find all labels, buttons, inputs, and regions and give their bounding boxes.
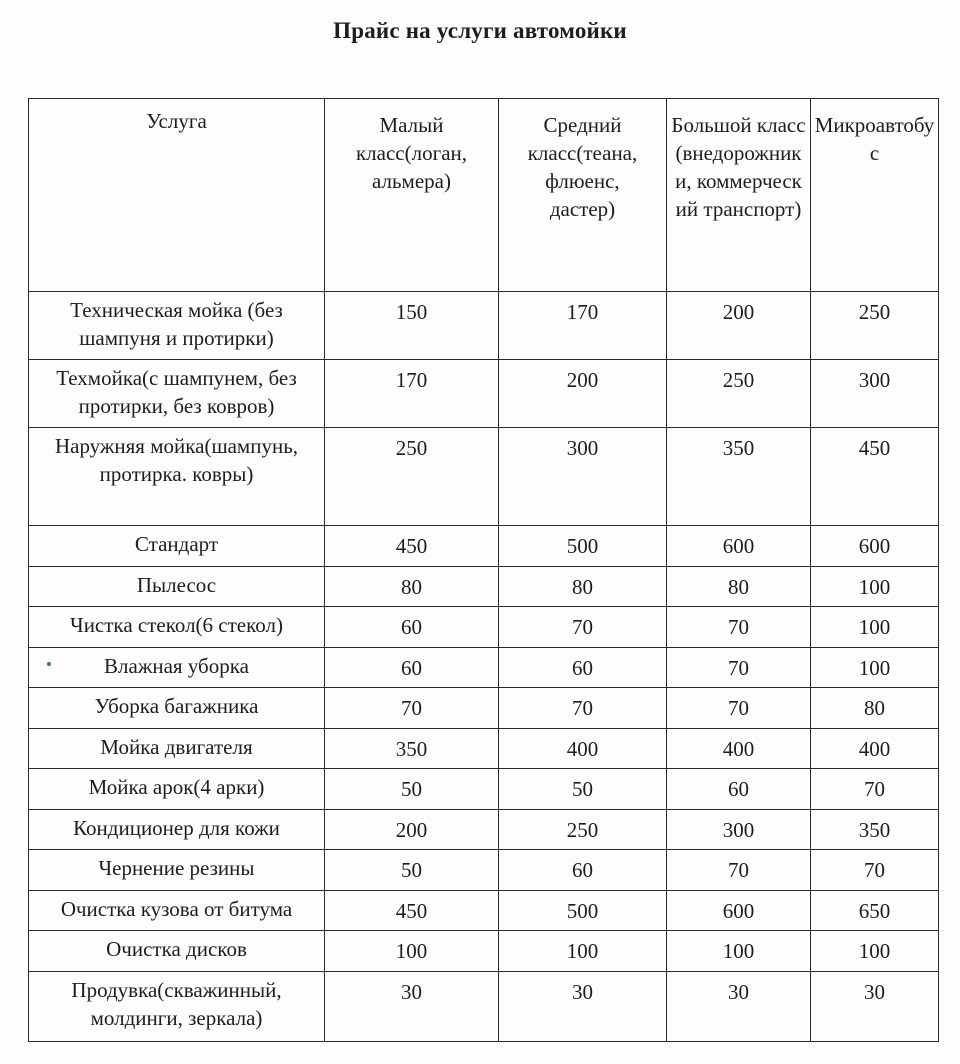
table-row [29, 769, 939, 810]
price-small-cell: 70 [325, 688, 499, 729]
price-bus-cell: 600 [811, 526, 939, 567]
price-bus-cell: 250 [811, 292, 939, 360]
price-medium-cell: 500 [499, 526, 667, 567]
header-medium-class: Средний класс(теана, флюенс, дастер) [499, 99, 667, 292]
price-medium-cell: 70 [499, 607, 667, 648]
price-small-cell: 100 [325, 931, 499, 972]
price-bus-cell: 100 [811, 931, 939, 972]
table-row [29, 526, 939, 567]
price-bus-cell: 300 [811, 360, 939, 428]
table-row [29, 971, 939, 1041]
table-row [29, 647, 939, 688]
price-bus-cell: 100 [811, 566, 939, 607]
service-cell: Продувка(скважинный, молдинги, зеркала) [29, 971, 325, 1041]
price-small-cell: 450 [325, 526, 499, 567]
header-service: Услуга [29, 99, 325, 292]
service-cell: Техмойка(с шампунем, без протирки, без ковров) [29, 360, 325, 428]
price-small-cell: 200 [325, 809, 499, 850]
service-cell: Техническая мойка (без шампуня и протирки) [29, 292, 325, 360]
price-medium-cell: 200 [499, 360, 667, 428]
price-medium-cell: 30 [499, 971, 667, 1041]
service-cell: Очистка кузова от битума [29, 890, 325, 931]
price-large-cell: 70 [667, 688, 811, 729]
price-large-cell: 60 [667, 769, 811, 810]
price-medium-cell: 80 [499, 566, 667, 607]
price-medium-cell: 70 [499, 688, 667, 729]
price-small-cell: 350 [325, 728, 499, 769]
price-small-cell: 450 [325, 890, 499, 931]
price-bus-cell: 70 [811, 769, 939, 810]
table-row [29, 607, 939, 648]
service-cell: Кондиционер для кожи [29, 809, 325, 850]
price-small-cell: 60 [325, 647, 499, 688]
price-bus-cell: 80 [811, 688, 939, 729]
price-large-cell: 70 [667, 647, 811, 688]
price-large-cell: 600 [667, 526, 811, 567]
price-small-cell: 60 [325, 607, 499, 648]
header-small-class: Малый класс(логан, альмера) [325, 99, 499, 292]
service-cell: Уборка багажника [29, 688, 325, 729]
price-bus-cell: 100 [811, 607, 939, 648]
price-small-cell: 50 [325, 769, 499, 810]
table-row [29, 566, 939, 607]
price-bus-cell: 450 [811, 428, 939, 526]
price-table [28, 98, 939, 1042]
service-cell: Наружняя мойка(шампунь, протирка. ковры) [29, 428, 325, 526]
table-row [29, 931, 939, 972]
table-row [29, 890, 939, 931]
price-large-cell: 300 [667, 809, 811, 850]
table-row [29, 850, 939, 891]
table-row [29, 728, 939, 769]
price-medium-cell: 170 [499, 292, 667, 360]
price-large-cell: 80 [667, 566, 811, 607]
price-medium-cell: 500 [499, 890, 667, 931]
service-cell: Влажная уборка [29, 647, 325, 688]
price-bus-cell: 350 [811, 809, 939, 850]
price-medium-cell: 60 [499, 850, 667, 891]
price-small-cell: 30 [325, 971, 499, 1041]
service-cell: Мойка арок(4 арки) [29, 769, 325, 810]
price-large-cell: 250 [667, 360, 811, 428]
price-large-cell: 200 [667, 292, 811, 360]
header-large-class: Большой класс(внедорожники, коммерческий транспорт) [667, 99, 811, 292]
table-row [29, 428, 939, 526]
page-title: Прайс на услуги автомойки [333, 18, 627, 43]
price-large-cell: 70 [667, 607, 811, 648]
price-medium-cell: 50 [499, 769, 667, 810]
table-row [29, 360, 939, 428]
service-cell: Мойка двигателя [29, 728, 325, 769]
price-large-cell: 100 [667, 931, 811, 972]
price-large-cell: 70 [667, 850, 811, 891]
ink-speck [47, 662, 51, 666]
price-small-cell: 80 [325, 566, 499, 607]
price-bus-cell: 70 [811, 850, 939, 891]
price-large-cell: 350 [667, 428, 811, 526]
service-cell: Пылесос [29, 566, 325, 607]
price-small-cell: 170 [325, 360, 499, 428]
price-medium-cell: 250 [499, 809, 667, 850]
price-bus-cell: 650 [811, 890, 939, 931]
price-bus-cell: 100 [811, 647, 939, 688]
price-large-cell: 400 [667, 728, 811, 769]
table-row [29, 809, 939, 850]
header-bus: Микроавтобус [811, 99, 939, 292]
price-medium-cell: 400 [499, 728, 667, 769]
price-small-cell: 50 [325, 850, 499, 891]
table-row [29, 688, 939, 729]
service-cell: Чистка стекол(6 стекол) [29, 607, 325, 648]
price-medium-cell: 300 [499, 428, 667, 526]
service-cell: Стандарт [29, 526, 325, 567]
price-medium-cell: 60 [499, 647, 667, 688]
price-small-cell: 250 [325, 428, 499, 526]
table-row [29, 292, 939, 360]
price-bus-cell: 400 [811, 728, 939, 769]
price-large-cell: 600 [667, 890, 811, 931]
price-bus-cell: 30 [811, 971, 939, 1041]
price-small-cell: 150 [325, 292, 499, 360]
service-cell: Очистка дисков [29, 931, 325, 972]
header-row [29, 99, 939, 292]
service-cell: Чернение резины [29, 850, 325, 891]
price-medium-cell: 100 [499, 931, 667, 972]
price-large-cell: 30 [667, 971, 811, 1041]
